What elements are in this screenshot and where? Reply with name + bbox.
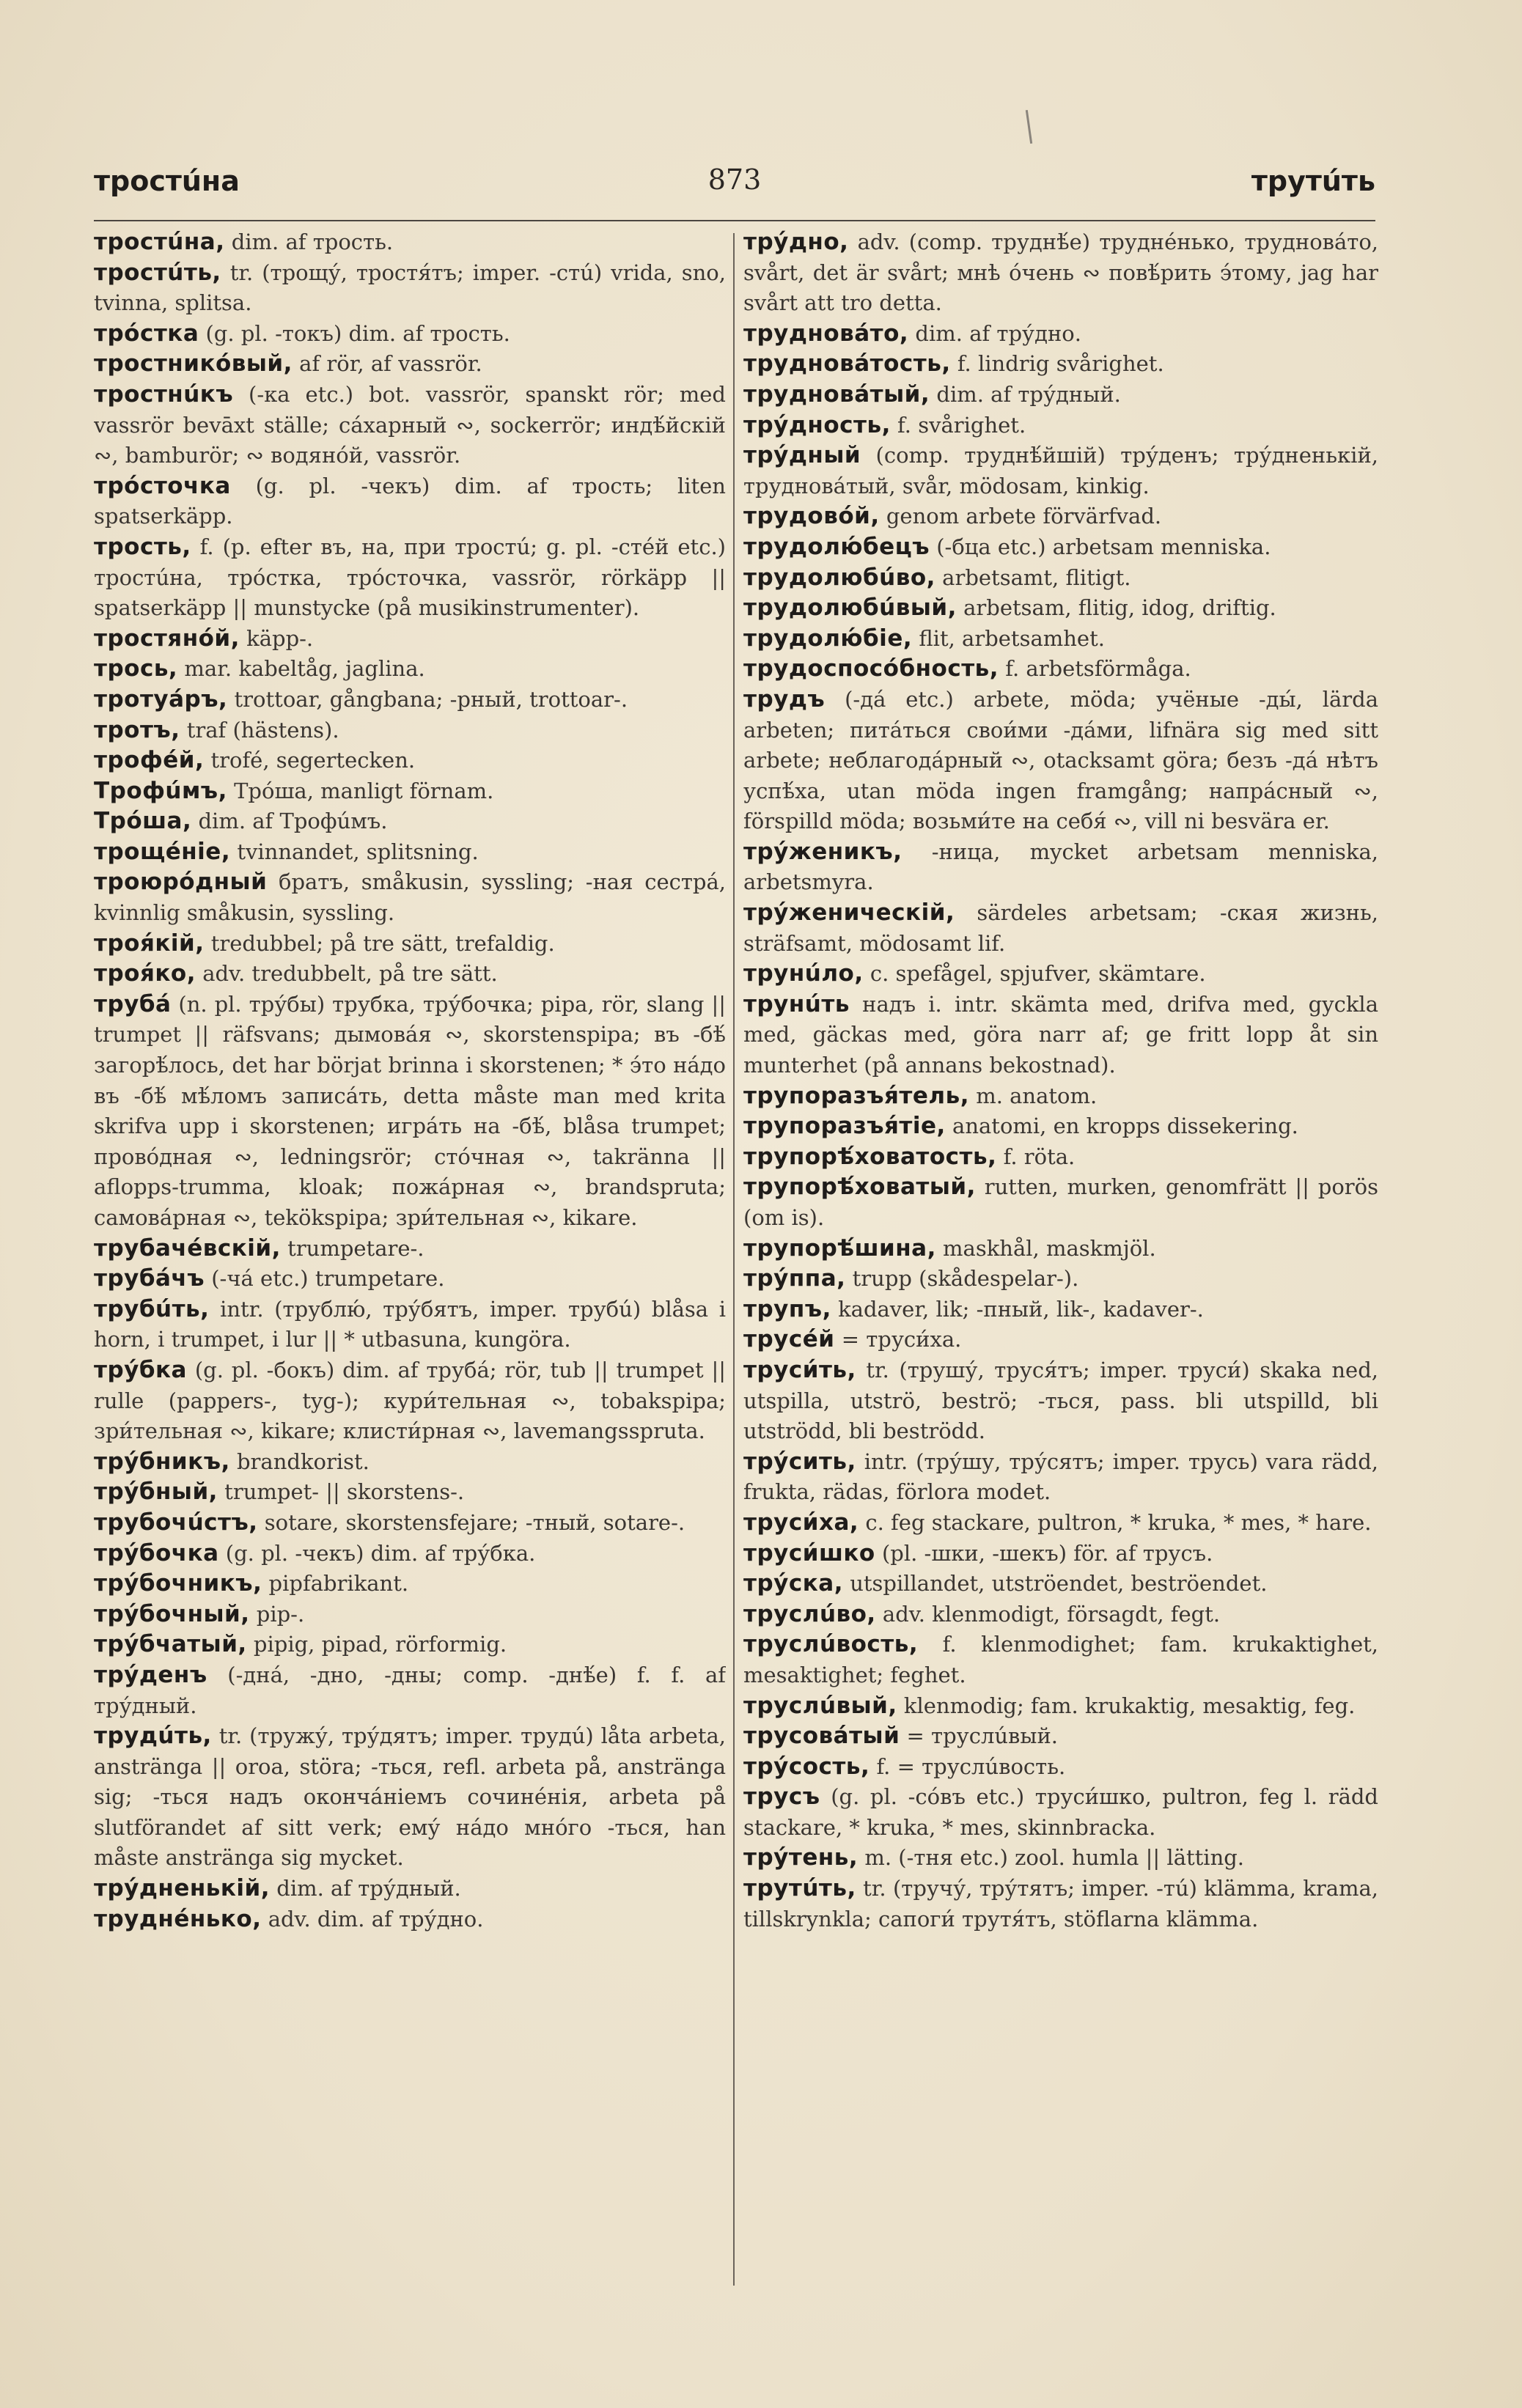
entry-definition: mar. kabeltåg, jaglina. [177,656,425,682]
dictionary-entry [94,1569,726,1599]
entry-headword: тротъ, [94,716,180,743]
dictionary-entry [743,837,1378,898]
entry-definition: trumpetare-. [280,1235,424,1261]
right-column [743,227,1378,2353]
entry-definition: klenmodig; fam. krukaktig, mesaktig, feg. [897,1693,1356,1718]
dictionary-entry [743,532,1378,563]
entry-definition: af rör, af vassrör. [292,351,482,377]
entry-definition: f. svårighet. [890,412,1026,438]
entry-definition: (g. pl. -чекъ) dim. af трость; liten spatserkäpp. [94,473,726,529]
entry-definition: = труси́ха. [834,1327,962,1352]
entry-definition: tr. (трушу́, труся́тъ; imper. труси́) skaka ned, utspilla, utströ, beströ; -ться, pass. bli utspilld, bli utströdd, bli beströdd. [743,1357,1378,1444]
dictionary-entry [743,1569,1378,1599]
entry-definition: intr. (трублю́, тру́бятъ, imper. трубú) blåsa i horn, i trumpet, i lur || * utbasuna, kungöra. [94,1296,726,1352]
entry-definition: adv. (comp. труднѣ́е) трудне́нько, трудновáто, svårt, det är svårt; мнѣ о́чень ∾ повѣ́рить э́тому, jag har svårt att tro detta. [743,229,1378,316]
entry-headword: трупоразъя́тіе, [743,1113,946,1140]
dictionary-entry [94,990,726,1234]
dictionary-entry [743,501,1378,532]
entry-definition: (-дна́, -дно, -дны; comp. -днѣ́е) f. f. af тру́дный. [94,1662,726,1718]
dictionary-entry [743,380,1378,410]
dictionary-entry [94,1904,726,1935]
entry-headword: Тро́ша, [94,808,192,835]
right-running-head: трутúть [1251,165,1375,197]
entry-headword: тру́ска, [743,1570,843,1597]
entry-headword: труба́ [94,990,172,1017]
dictionary-entry [743,990,1378,1081]
entry-definition: tvinnandet, splitsning. [230,839,479,864]
entry-headword: тру́сость, [743,1753,870,1780]
header-rule [94,220,1375,221]
entry-definition: c. spefågel, spjufver, skämtare. [863,961,1206,987]
entry-headword: труси́шко [743,1539,875,1566]
dictionary-entry [743,1599,1378,1630]
dictionary-entry [743,959,1378,990]
entry-headword: трощéніе, [94,838,231,865]
dictionary-entry [94,227,726,258]
entry-headword: трусéй [743,1326,835,1353]
entry-headword: тру́женикъ, [743,838,902,865]
entry-definition: f. (p. efter въ, на, при тростú; g. pl. -стéй etc.) тростúна, тро́стка, тро́сточка, vassrör, rörkäpp || spatserkäpp || munstycke (på musikinstrumenter). [94,534,726,621]
entry-definition: arbetsam, flitig, idog, driftig. [956,595,1276,621]
dictionary-entry [743,898,1378,959]
dictionary-entry [94,806,726,837]
entry-definition: kadaver, lik; -пный, lik-, kadaver-. [831,1296,1204,1322]
entry-definition: adv. tredubbelt, på tre sätt. [195,961,498,987]
dictionary-entry [94,1355,726,1447]
dictionary-entry [743,227,1378,319]
entry-headword: тру́женическій, [743,899,955,927]
entry-headword: трось, [94,655,178,682]
dictionary-entry [743,1752,1378,1783]
left-column [94,227,726,2353]
dictionary-entry [94,1295,726,1355]
entry-headword: тру́бчатый, [94,1631,247,1658]
entry-definition: rutten, murken, genomfrätt || porös (om is). [743,1174,1378,1230]
entry-headword: трудолюбúво, [743,564,935,591]
entry-headword: троя́кій, [94,929,205,957]
dictionary-entry [94,471,726,532]
entry-definition: tredubbel; på tre sätt, trefaldig. [204,930,555,956]
entry-headword: трунúть [743,990,850,1017]
entry-headword: тру́денъ [94,1661,207,1688]
dictionary-entry [94,685,726,715]
entry-headword: тростнúкъ [94,380,234,408]
left-running-head: тростúна [94,165,240,197]
dictionary-entry [94,258,726,319]
entry-definition: (-ча́ etc.) trumpetare. [205,1266,445,1292]
entry-headword: тростянóй, [94,625,240,652]
entry-definition: f. lindrig svårighet. [950,351,1164,377]
entry-headword: трудúть, [94,1723,212,1750]
entry-definition: maskhål, maskmjöl. [935,1235,1156,1261]
entry-headword: труси́ть, [743,1356,856,1383]
entry-headword: тротуáръ, [94,685,228,713]
entry-definition: dim. af тру́дный. [930,381,1121,407]
entry-definition: (g. pl. -чекъ) dim. af тру́бка. [218,1540,536,1566]
entry-definition: dim. af тру́дный. [270,1876,461,1901]
entry-definition: intr. (тру́шу, тру́сятъ; imper. трусь) vara rädd, frukta, rädas, förlora modet. [743,1448,1378,1505]
entry-headword: тростникóвый, [94,350,293,378]
entry-definition: arbetsamt, flitigt. [935,564,1131,590]
entry-headword: тру́дный [743,442,861,469]
entry-headword: тростúть, [94,259,221,286]
dictionary-entry [94,1660,726,1721]
entry-headword: трудновáтый, [743,380,930,408]
entry-headword: тростúна, [94,229,225,255]
entry-definition: f. arbetsförmåga. [999,656,1191,682]
dictionary-entry [94,929,726,960]
dictionary-entry [94,1264,726,1295]
entry-headword: трупорѣ́шина, [743,1234,936,1262]
entry-headword: тру́ппа, [743,1265,846,1292]
dictionary-entry [94,349,726,380]
entry-headword: трупорѣ́ховатый, [743,1174,976,1201]
entry-headword: трусовáтый [743,1723,900,1750]
dictionary-entry [743,349,1378,380]
entry-definition: dim. af тру́дно. [908,320,1081,346]
dictionary-entry [94,532,726,624]
page-header [94,165,1375,209]
entry-definition: надъ i. intr. skämta med, drifva med, gyckla med, gäckas med, göra narr af; ge fritt lopp åt sin munterhet (på annans bekostnad). [743,991,1378,1078]
entry-headword: труслúво, [743,1600,876,1627]
entry-headword: тро́стка [94,320,199,347]
entry-definition: traf (hästens). [180,717,339,743]
entry-headword: трусъ [743,1783,820,1811]
dictionary-entry [94,1234,726,1264]
dictionary-entry [743,685,1378,837]
dictionary-entry [743,593,1378,624]
entry-headword: тру́бный, [94,1479,218,1506]
entry-headword: тру́сить, [743,1448,856,1475]
dictionary-entry [94,624,726,655]
entry-headword: тру́бочка [94,1539,219,1566]
entry-definition: trottoar, gångbana; -рный, trottoar-. [227,686,628,712]
entry-definition: käpp-. [239,625,314,651]
entry-definition: (pl. -шки, -шекъ) för. af трусъ. [875,1540,1213,1566]
entry-definition: flit, arbetsamhet. [912,625,1105,651]
entry-definition: trumpet- || skorstens-. [217,1479,465,1505]
entry-definition: trupp (skådespelar-). [845,1266,1079,1292]
dictionary-entry [743,1234,1378,1264]
dictionary-entry [743,1295,1378,1325]
entry-headword: трупъ, [743,1295,831,1322]
entry-definition: adv. klenmodigt, försagdt, fegt. [875,1601,1221,1627]
entry-definition: pipig, pipad, rörformig. [246,1632,507,1657]
entry-definition: tr. (трощу́, тростя́тъ; imper. -стú) vrida, sno, tvinna, splitsa. [94,259,726,316]
entry-headword: трутúть, [743,1875,856,1902]
entry-definition: -ница, mycket arbetsam menniska, arbetsmyra. [743,839,1378,895]
entry-headword: труба́чъ [94,1265,205,1292]
entry-definition: Тро́ша, manligt förnam. [227,778,494,803]
entry-definition: utspillandet, utströendet, beströendet. [842,1571,1268,1597]
entry-headword: трофéй, [94,747,205,774]
dictionary-entry [743,1630,1378,1690]
dictionary-entry [743,410,1378,441]
entry-headword: трудовóй, [743,503,880,530]
dictionary-entry [94,867,726,928]
dictionary-entry [743,563,1378,594]
entry-headword: троюро́дный [94,869,268,896]
entry-headword: Трофúмъ, [94,777,227,804]
entry-headword: тру́дненькій, [94,1875,271,1902]
entry-definition: dim. af трость. [224,229,394,254]
entry-headword: тру́бка [94,1356,187,1383]
entry-headword: трубúть, [94,1295,210,1322]
column-divider [733,233,735,2286]
entry-definition: c. feg stackare, pultron, * kruka, * mes, * hare. [859,1509,1372,1535]
entry-headword: тро́сточка [94,472,231,499]
dictionary-entry [94,1447,726,1478]
entry-definition: dim. af Трофúмъ. [191,809,388,834]
dictionary-entry [743,1264,1378,1295]
entry-headword: трубочúстъ, [94,1509,258,1536]
entry-definition: (g. pl. -токъ) dim. af трость. [199,320,510,346]
entry-headword: тру́дно, [743,229,849,255]
pencil-mark [1026,110,1032,144]
entry-definition: tr. (тружу́, тру́дятъ; imper. трудú) låta arbeta, anstränga || oroa, störa; -ться, refl. arbeta på, anstränga sig; -ться надъ оконча́ніемъ сочине́нія, arbeta på slutförandet af sitt verk; ему́ на́до мно́го -ться, han måste anstränga sig mycket. [94,1723,726,1871]
dictionary-entry [94,1630,726,1660]
entry-headword: труслúвый, [743,1692,897,1719]
entry-headword: трудне́нько, [94,1905,262,1932]
entry-definition: братъ, småkusin, syssling; -ная сестра́, kvinnlig småkusin, syssling. [94,869,726,926]
dictionary-entry [94,1508,726,1539]
entry-headword: трудолю́біе, [743,625,913,652]
entry-definition: f. röta. [996,1144,1076,1169]
entry-headword: трудъ [743,685,826,713]
entry-headword: тру́тень, [743,1844,859,1871]
entry-headword: троя́ко, [94,960,196,987]
dictionary-entry [94,1599,726,1630]
entry-definition: (comp. труднѣ́йшій) тру́денъ; тру́дненькій, трудновáтый, svår, mödosam, kinkig. [743,443,1378,498]
dictionary-entry [94,1477,726,1508]
entry-definition: (-бца etc.) arbetsam menniska. [929,534,1271,559]
entry-headword: труслúвость, [743,1631,919,1658]
dictionary-entry [743,319,1378,350]
entry-definition: (-ка etc.) bot. vassrör, spanskt rör; med vassrör bevāxt ställe; са́харный ∾, sockerrör; индѣ́йскій ∾, bamburör; ∾ водянóй, vassrör. [94,381,726,468]
entry-headword: тру́бочный, [94,1600,250,1627]
entry-headword: трудолю́бецъ [743,533,930,560]
dictionary-entry [743,1172,1378,1233]
entry-definition: m. anatom. [968,1083,1098,1108]
dictionary-entry [743,1325,1378,1355]
dictionary-entry [743,654,1378,685]
dictionary-entry [94,1721,726,1874]
entry-headword: тру́бочникъ, [94,1570,262,1597]
entry-definition: anatomi, en kropps dissekering. [945,1113,1298,1139]
entry-headword: трупорѣ́ховатость, [743,1143,997,1170]
entry-definition: (g. pl. -со́въ etc.) труси́шко, pultron, feg l. rädd stackare, * kruka, * mes, skinnbracka. [743,1784,1378,1840]
entry-headword: трупоразъя́тель, [743,1082,969,1109]
dictionary-entry [743,1111,1378,1142]
entry-definition: brandkorist. [229,1448,370,1474]
dictionary-entry [94,1539,726,1569]
entry-headword: трунúло, [743,960,864,987]
dictionary-entry [94,380,726,471]
entry-definition: genom arbete förvärfvad. [879,504,1162,529]
entry-headword: тру́бникъ, [94,1448,230,1475]
dictionary-entry [743,1508,1378,1539]
dictionary-entry [743,1691,1378,1722]
dictionary-entry [743,1355,1378,1447]
entry-definition: tr. (тручу́, тру́тятъ; imper. -тú) klämma, krama, tillskrynkla; сапоги́ трутя́тъ, stöflarna klämma. [743,1876,1378,1932]
entry-definition: f. klenmodighet; fam. krukaktighet, mesaktighet; feghet. [743,1632,1378,1687]
entry-definition: pipfabrikant. [262,1571,409,1597]
entry-definition: f. = труслúвость. [870,1753,1066,1779]
dictionary-entry [94,776,726,807]
entry-headword: трудновáто, [743,320,909,347]
dictionary-entry [94,745,726,776]
entry-definition: m. (-тня etc.) zool. humla || lätting. [858,1845,1245,1871]
page-number: 873 [707,163,762,196]
entry-headword: трудолюбúвый, [743,594,957,622]
entry-definition: (g. pl. -бокъ) dim. af труба́; rör, tub || trumpet || rulle (pappers-, tyg-); кури́тельная ∾, tobakspipa; зри́тельная ∾, kikare; клисти́рная ∾, lavemangsspruta. [94,1357,726,1444]
entry-headword: трость, [94,533,191,560]
entry-headword: труси́ха, [743,1509,859,1536]
dictionary-entry [94,654,726,685]
dictionary-entry [743,1142,1378,1173]
entry-headword: трубачéвскій, [94,1234,281,1262]
entry-headword: тру́дность, [743,411,891,438]
dictionary-entry [743,1447,1378,1508]
dictionary-entry [94,959,726,990]
entry-headword: трудоспосóбность, [743,655,999,682]
entry-definition: (-да́ etc.) arbete, möda; учёные -ды́, lärda arbeten; пита́ться свои́ми -да́ми, lifnära sig med sitt arbete; неблагода́рный ∾, otacksamt göra; безъ -да́ нѣтъ успѣ́ха, utan möda ingen framgång; напра́сный ∾, förspilld möda; возьми́те на себя́ ∾, vill ni besvära er. [743,686,1378,834]
entry-headword: трудновáтость, [743,350,951,378]
dictionary-entry [743,1721,1378,1752]
dictionary-entry [743,441,1378,501]
dictionary-entry [94,1874,726,1904]
dictionary-entry [743,1539,1378,1569]
dictionary-entry [743,1081,1378,1112]
dictionary-entry [94,837,726,868]
dictionary-entry [743,1874,1378,1934]
entry-definition: särdeles arbetsam; -ская жизнь, sträfsamt, mödosamt lif. [743,900,1378,956]
dictionary-entry [743,1843,1378,1874]
dictionary-entry [94,319,726,350]
entry-definition: trofé, segertecken. [204,748,416,773]
dictionary-entry [743,1782,1378,1843]
dictionary-entry [94,715,726,746]
entry-definition: sotare, skorstensfejare; -тный, sotare-. [257,1509,685,1535]
entry-definition: = труслúвый. [900,1723,1058,1749]
entry-definition: pip-. [249,1601,305,1627]
entry-definition: adv. dim. af тру́дно. [261,1906,484,1932]
dictionary-entry [743,624,1378,655]
entry-definition: (n. pl. тру́бы) трубка, тру́бочка; pipa, rör, slang || trumpet || räfsvans; дымова́я ∾, skorstenspipa; въ -бѣ́ загорѣ́лось, det har börjat brinna i skorstenen; * э́то на́до въ -бѣ́ мѣ́ломъ записа́ть, detta måste man med krita skrifva upp i skorstenen; игра́ть на -бѣ́, blåsa trumpet; прово́дная ∾, ledningsrör; сто́чная ∾, takränna || aflopps-trumma, kloak; пожа́рная ∾, brandspruta; самова́рная ∾, teköksрipa; зри́тельная ∾, kikare. [94,991,726,1230]
